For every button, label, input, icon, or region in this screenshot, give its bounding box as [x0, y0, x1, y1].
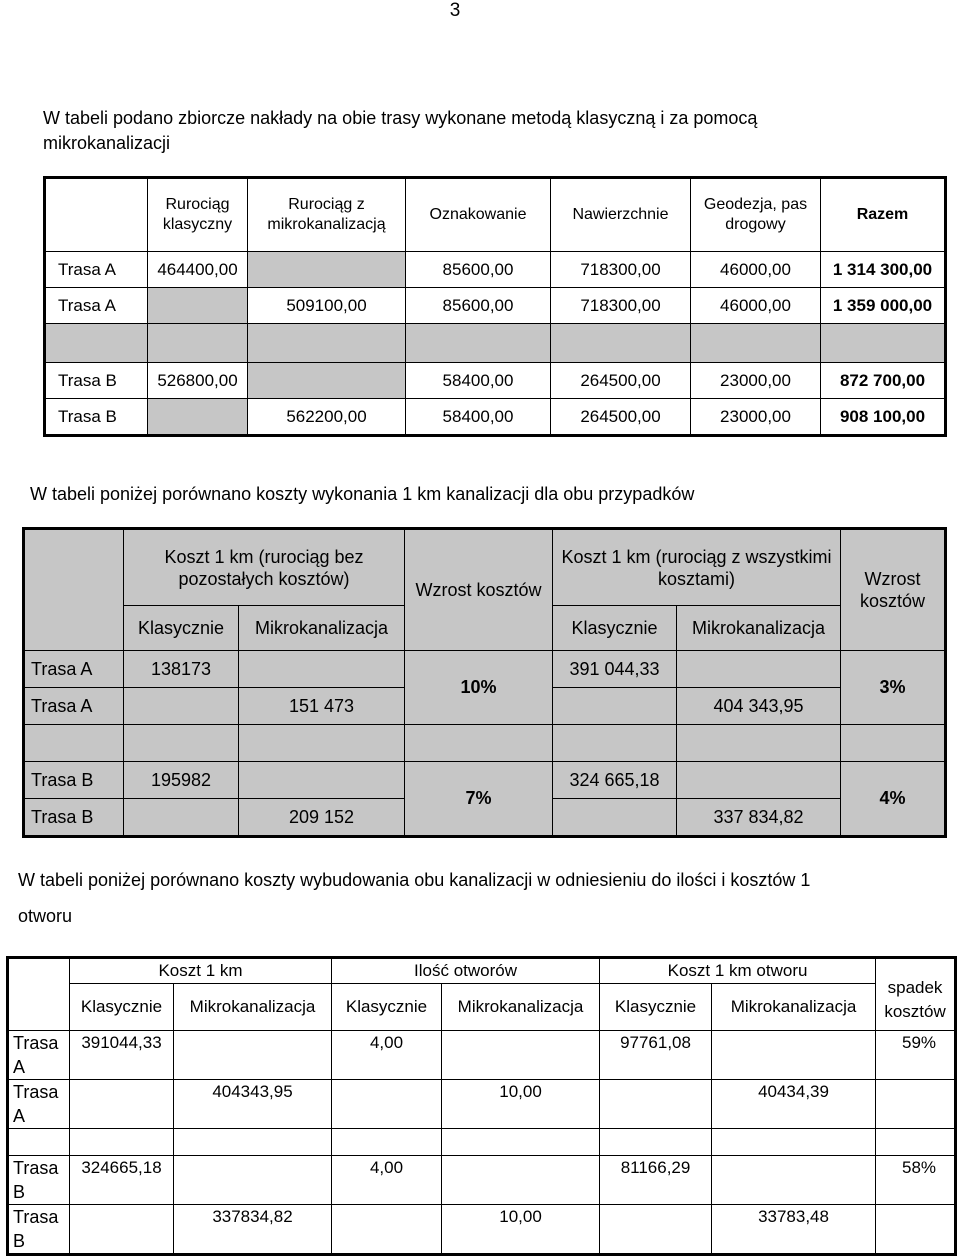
table-row: Trasa B 209 152 337 834,82 — [24, 799, 946, 837]
header-empty — [45, 178, 148, 252]
header-marking: Oznakowanie — [406, 178, 551, 252]
header-cost-1km: Koszt 1 km — [70, 958, 332, 984]
header-surfaces: Nawierzchnie — [551, 178, 691, 252]
header-growth-1: Wzrost kosztów — [405, 529, 553, 651]
table-row: Trasa B 562200,00 58400,00 264500,00 23000,00 908 100,00 — [45, 399, 946, 436]
header-micro-pipe: Rurociąg z mikrokanalizacją — [248, 178, 406, 252]
table-row: Trasa A 151 473 404 343,95 — [24, 688, 946, 725]
header-empty — [8, 958, 70, 1031]
intro-paragraph-1: W tabeli podano zbiorcze nakłady na obie trasy wykonane metodą klasyczną i za pomocą mikrokanalizacji — [43, 108, 758, 153]
table-row: Trasa A 391044,33 4,00 97761,08 59% — [8, 1031, 956, 1080]
header-micro-1: Mikrokanalizacja — [174, 984, 332, 1031]
header-cost-without-extras: Koszt 1 km (rurociąg bez pozostałych kosztów) — [124, 529, 405, 606]
spacer-row — [45, 324, 946, 363]
header-classic-2: Klasycznie — [553, 606, 677, 651]
cost-per-hole-table — [6, 956, 957, 1256]
header-classic-1: Klasycznie — [70, 984, 174, 1031]
page-number: 3 — [449, 0, 461, 21]
header-classic-1: Klasycznie — [124, 606, 239, 651]
header-micro-1: Mikrokanalizacja — [239, 606, 405, 651]
intro-paragraph-2: W tabeli poniżej porównano koszty wykonania 1 km kanalizacji dla obu przypadków — [30, 484, 695, 504]
header-cost-with-all: Koszt 1 km (rurociąg z wszystkimi kosztami) — [553, 529, 841, 606]
intro-paragraph-3: W tabeli poniżej porównano koszty wybudowania obu kanalizacji w odniesieniu do ilości i kosztów 1 otworu — [18, 870, 811, 926]
header-classic-2: Klasycznie — [332, 984, 442, 1031]
header-classic-pipe: Rurociąg klasyczny — [148, 178, 248, 252]
table-row: Trasa A 464400,00 85600,00 718300,00 46000,00 1 314 300,00 — [45, 252, 946, 288]
header-micro-2: Mikrokanalizacja — [677, 606, 841, 651]
header-growth-2: Wzrost kosztów — [841, 529, 946, 651]
spacer-row — [24, 725, 946, 762]
header-micro-3: Mikrokanalizacja — [712, 984, 876, 1031]
header-micro-2: Mikrokanalizacja — [442, 984, 600, 1031]
spacer-row — [8, 1129, 956, 1156]
table-row: Trasa B 337834,82 10,00 33783,48 — [8, 1205, 956, 1255]
header-hole-count: Ilość otworów — [332, 958, 600, 984]
table-row: Trasa A 509100,00 85600,00 718300,00 46000,00 1 359 000,00 — [45, 288, 946, 324]
cost-per-km-table — [22, 527, 947, 838]
header-total: Razem — [821, 178, 946, 252]
header-geodesy: Geodezja, pas drogowy — [691, 178, 821, 252]
header-classic-3: Klasycznie — [600, 984, 712, 1031]
summary-costs-table — [43, 176, 947, 437]
table-row: Trasa B 195982 7% 324 665,18 4% — [24, 762, 946, 799]
header-empty — [24, 529, 124, 651]
table-row: Trasa A 404343,95 10,00 40434,39 — [8, 1080, 956, 1129]
header-cost-drop: spadek kosztów — [876, 958, 956, 1031]
header-cost-per-hole: Koszt 1 km otworu — [600, 958, 876, 984]
table-row: Trasa A 138173 10% 391 044,33 3% — [24, 651, 946, 688]
table-row: Trasa B 526800,00 58400,00 264500,00 23000,00 872 700,00 — [45, 363, 946, 399]
table-row: Trasa B 324665,18 4,00 81166,29 58% — [8, 1156, 956, 1205]
